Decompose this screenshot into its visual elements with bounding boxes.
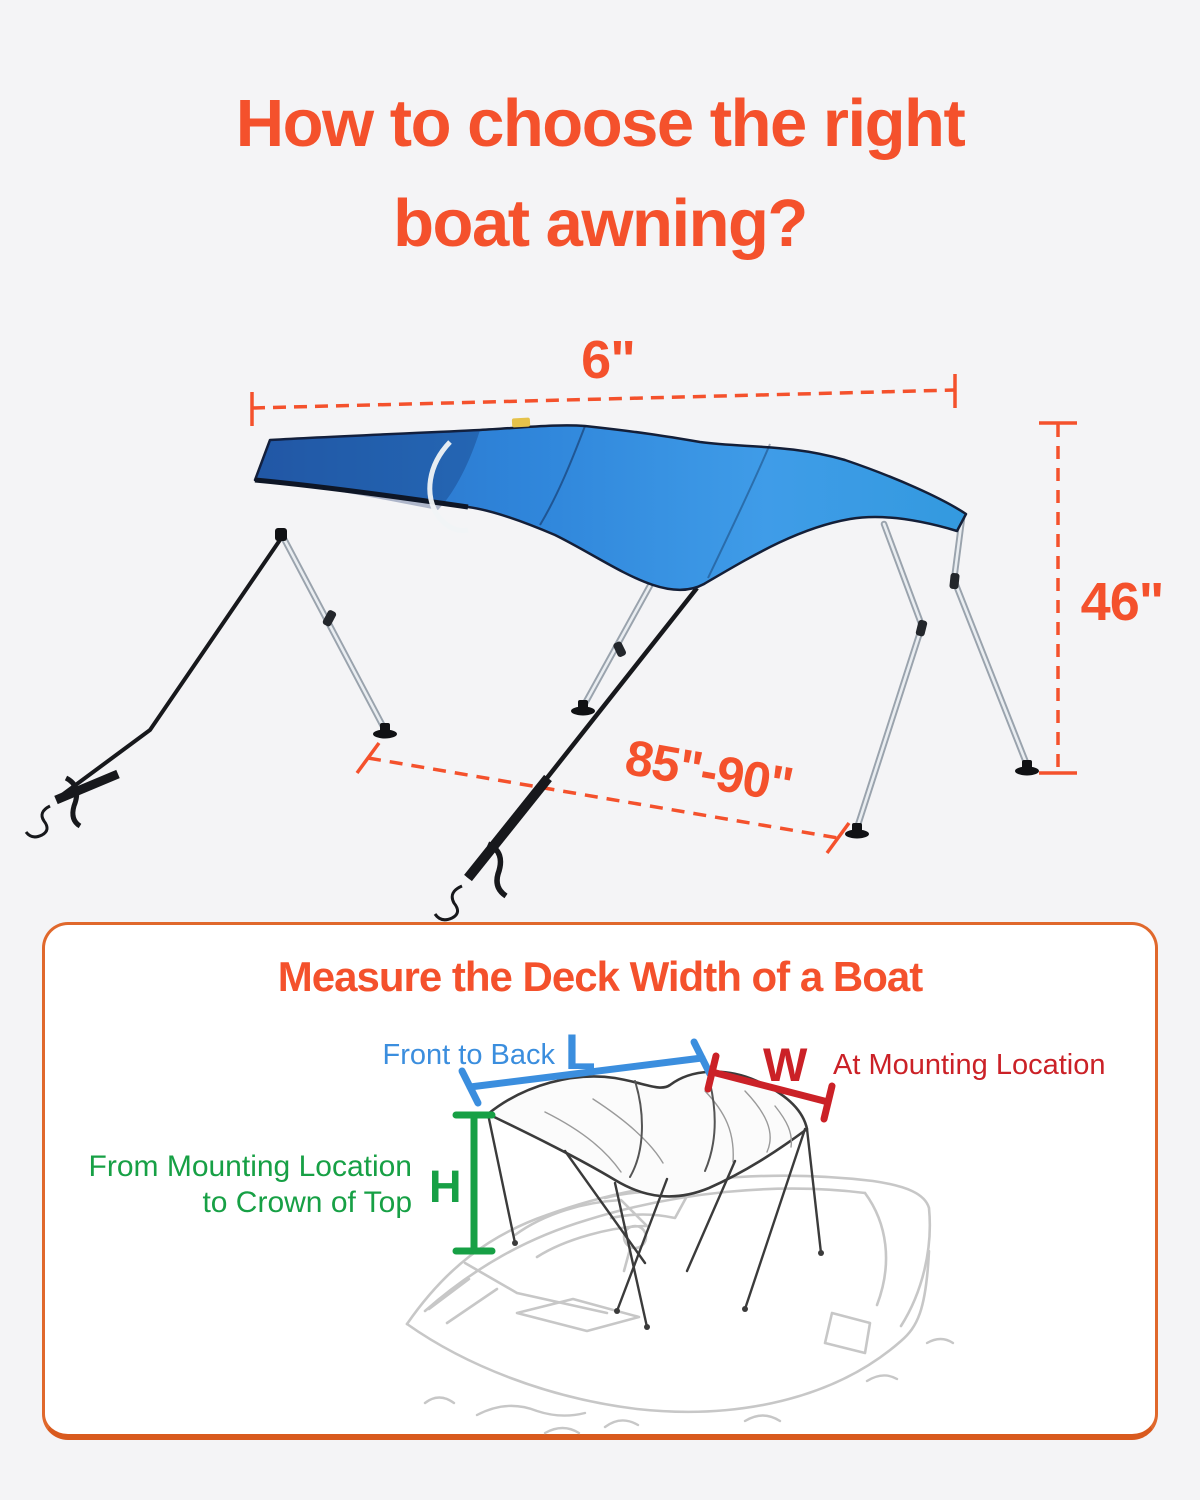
dimension-top-width-label: 6" bbox=[581, 330, 635, 390]
page-title-line2: boat awning? bbox=[393, 186, 807, 261]
foot-mount bbox=[373, 723, 397, 739]
page-title bbox=[0, 74, 1200, 274]
canopy-label-tag bbox=[512, 418, 530, 428]
dimension-side-height-label: 46" bbox=[1080, 572, 1164, 632]
canopy-left-panel-shade bbox=[255, 430, 480, 510]
width-symbol: W bbox=[763, 1038, 808, 1091]
dimension-line-side-height bbox=[1039, 423, 1077, 773]
length-label-text: Front to Back bbox=[382, 1039, 555, 1071]
dimension-front-depth-label: 85"-90" bbox=[621, 729, 797, 814]
page-title-line1: How to choose the right bbox=[235, 86, 965, 161]
canopy bbox=[255, 418, 966, 590]
foot-mount bbox=[571, 700, 595, 716]
bimini-sketch bbox=[488, 1072, 824, 1330]
frame-joints bbox=[322, 573, 960, 658]
frame-leg-front-right bbox=[857, 524, 922, 828]
foot-mount bbox=[1015, 760, 1039, 776]
measure-guide-card bbox=[42, 922, 1158, 1440]
bimini-sketch-canopy bbox=[488, 1072, 807, 1197]
width-label-text: At Mounting Location bbox=[833, 1049, 1106, 1081]
height-label-line2: to Crown of Top bbox=[202, 1186, 412, 1219]
water-lines bbox=[425, 1339, 953, 1433]
corner-fitting bbox=[275, 528, 287, 541]
length-symbol: L bbox=[565, 1024, 596, 1080]
bimini-top-illustration bbox=[0, 330, 1200, 950]
frame-leg-rear-right bbox=[954, 518, 1027, 765]
card-title: Measure the Deck Width of a Boat bbox=[277, 953, 923, 1000]
boat-sketch-area bbox=[45, 1011, 1155, 1439]
boat-hull-sketch bbox=[407, 1176, 930, 1412]
height-label-text bbox=[82, 1149, 412, 1221]
height-label-line1: From Mounting Location bbox=[88, 1150, 412, 1183]
frame-leg-rear-left bbox=[282, 535, 385, 730]
front-strap-left bbox=[26, 537, 282, 837]
height-symbol: H bbox=[429, 1161, 462, 1212]
bimini-sketch-feet bbox=[512, 1240, 824, 1330]
bimini-top-svg bbox=[0, 330, 1200, 950]
